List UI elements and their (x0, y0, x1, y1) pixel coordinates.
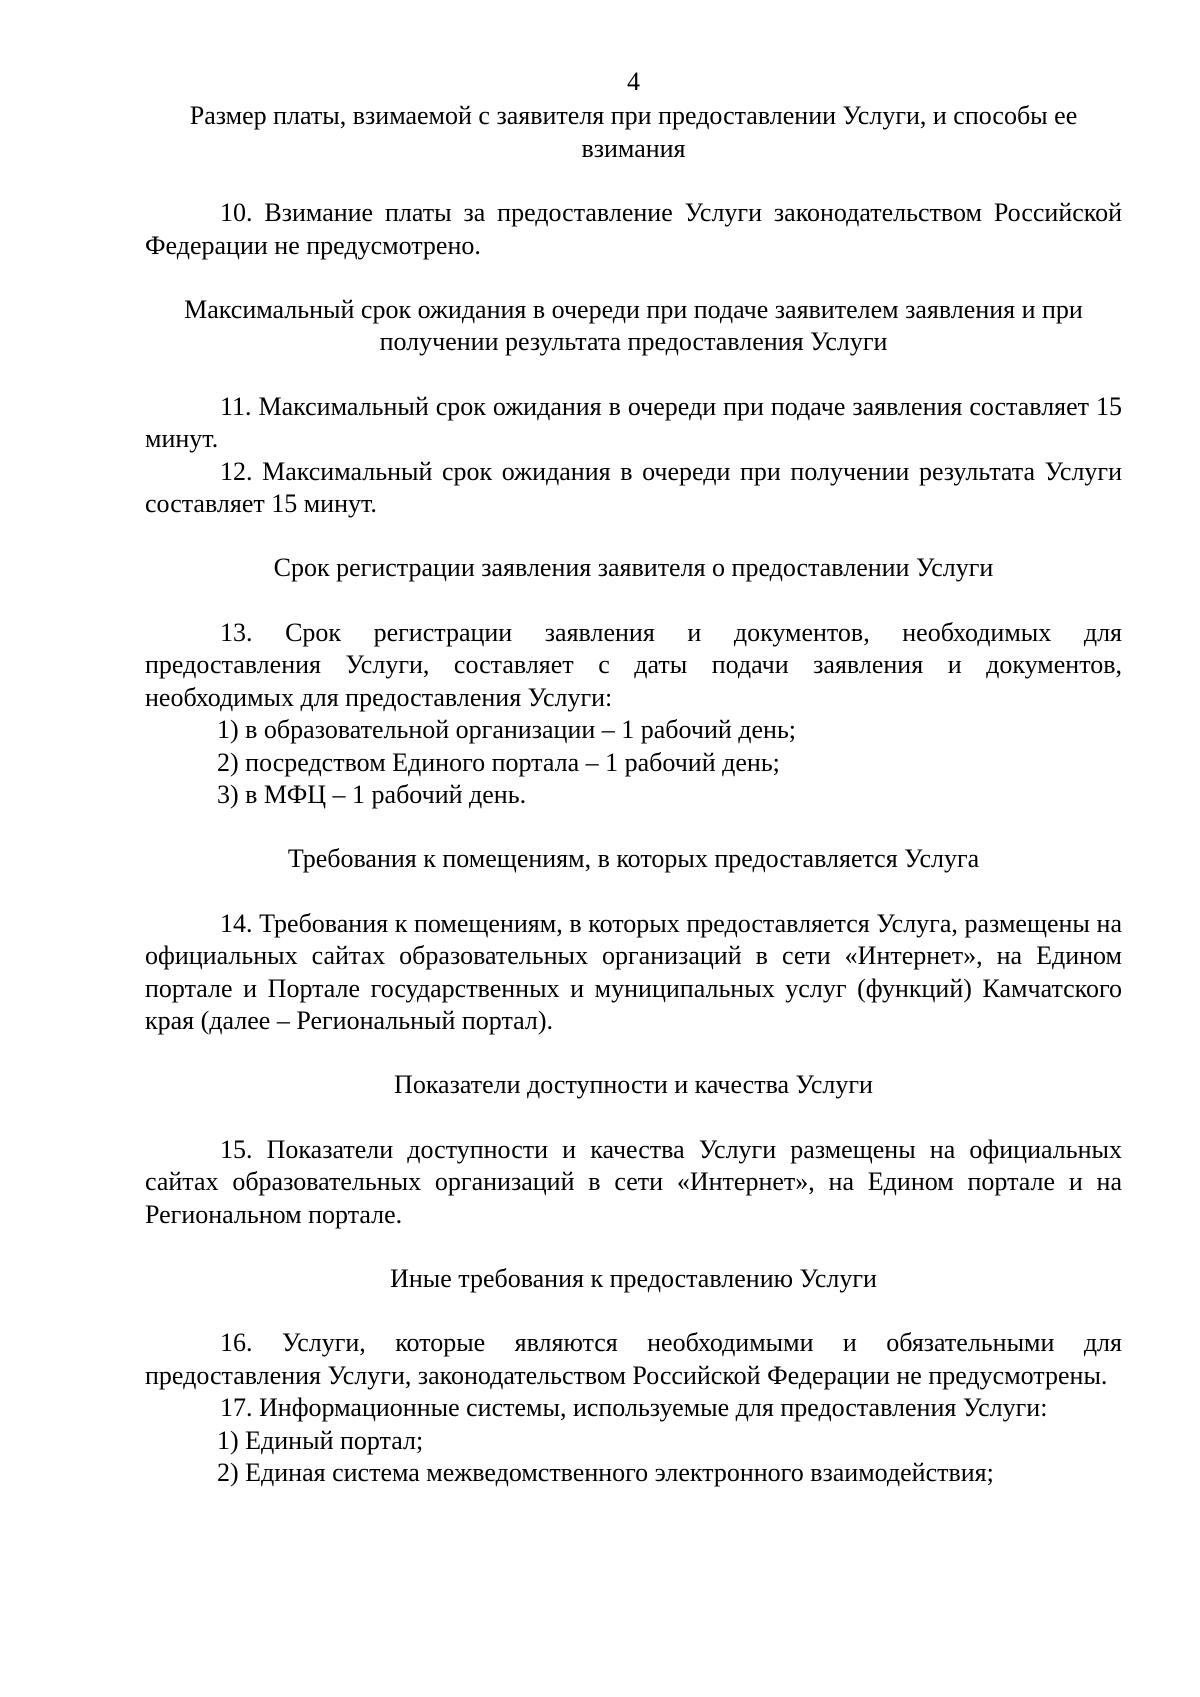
section-heading-queue: Максимальный срок ожидания в очереди при подаче заявителем заявления и при получении результата предоставления Услуги (184, 295, 1083, 357)
spacer (145, 262, 1122, 294)
list-item: 2) Единая система межведомственного электронного взаимодействия; (217, 1458, 994, 1487)
section-heading-indicators: Показатели доступности и качества Услуги (394, 1070, 873, 1100)
paragraph-13: 13. Срок регистрации заявления и документов, необходимых для предоставления Услуги, составляет с даты подачи заявления и документов, необходимых для предоставления Услуги: (145, 617, 1122, 712)
spacer (145, 876, 1122, 908)
paragraph-11: 11. Максимальный срок ожидания в очереди при подаче заявления составляет 15 минут. (145, 391, 1122, 454)
spacer (145, 520, 1122, 552)
list-item: 1) Единый портал; (217, 1425, 424, 1455)
paragraph-14: 14. Требования к помещениям, в которых предоставляется Услуга, размещены на официальных сайтах образовательных организаций в сети «Интернет», на Едином портале и Портале государственных и муниципальных услуг (функций) Камчатского края (далее – Региональный портал). (145, 908, 1122, 1035)
spacer (145, 1037, 1122, 1069)
paragraph-15: 15. Показатели доступности и качества Услуги размещены на официальных сайтах образовательных организаций в сети «Интернет», на Едином портале и на Региональном портале. (145, 1134, 1122, 1229)
paragraph-16: 16. Услуги, которые являются необходимыми и обязательными для предоставления Услуги, законодательством Российской Федерации не предусмотрены. (145, 1328, 1122, 1390)
paragraph-12: 12. Максимальный срок ожидания в очереди при получении результата Услуги составляет 15 минут. (145, 456, 1122, 519)
page-content (145, 66, 1122, 1489)
spacer (145, 1102, 1122, 1134)
paragraph-10: 10. Взимание платы за предоставление Услуги законодательством Российской Федерации не предусмотрено. (145, 198, 1122, 260)
section-heading-premises: Требования к помещениям, в которых предоставляется Услуга (287, 844, 980, 874)
section-heading-registration: Срок регистрации заявления заявителя о предоставлении Услуги (273, 553, 994, 583)
section-heading-other: Иные требования к предоставлению Услуги (390, 1263, 877, 1293)
list-item: 2) посредством Единого портала – 1 рабочий день; (217, 747, 780, 777)
spacer (145, 811, 1122, 843)
page-number: 4 (627, 67, 640, 96)
spacer (145, 165, 1122, 197)
spacer (145, 1231, 1122, 1263)
section-heading-fee: Размер платы, взимаемой с заявителя при предоставлении Услуги, и способы ее взимания (189, 101, 1078, 163)
paragraph-17: 17. Информационные системы, используемые для предоставления Услуги: (220, 1393, 1048, 1423)
list-item: 3) в МФЦ – 1 рабочий день. (217, 779, 527, 809)
list-item: 1) в образовательной организации – 1 рабочий день; (217, 715, 797, 745)
spacer (145, 359, 1122, 391)
spacer (145, 1295, 1122, 1327)
spacer (145, 585, 1122, 617)
